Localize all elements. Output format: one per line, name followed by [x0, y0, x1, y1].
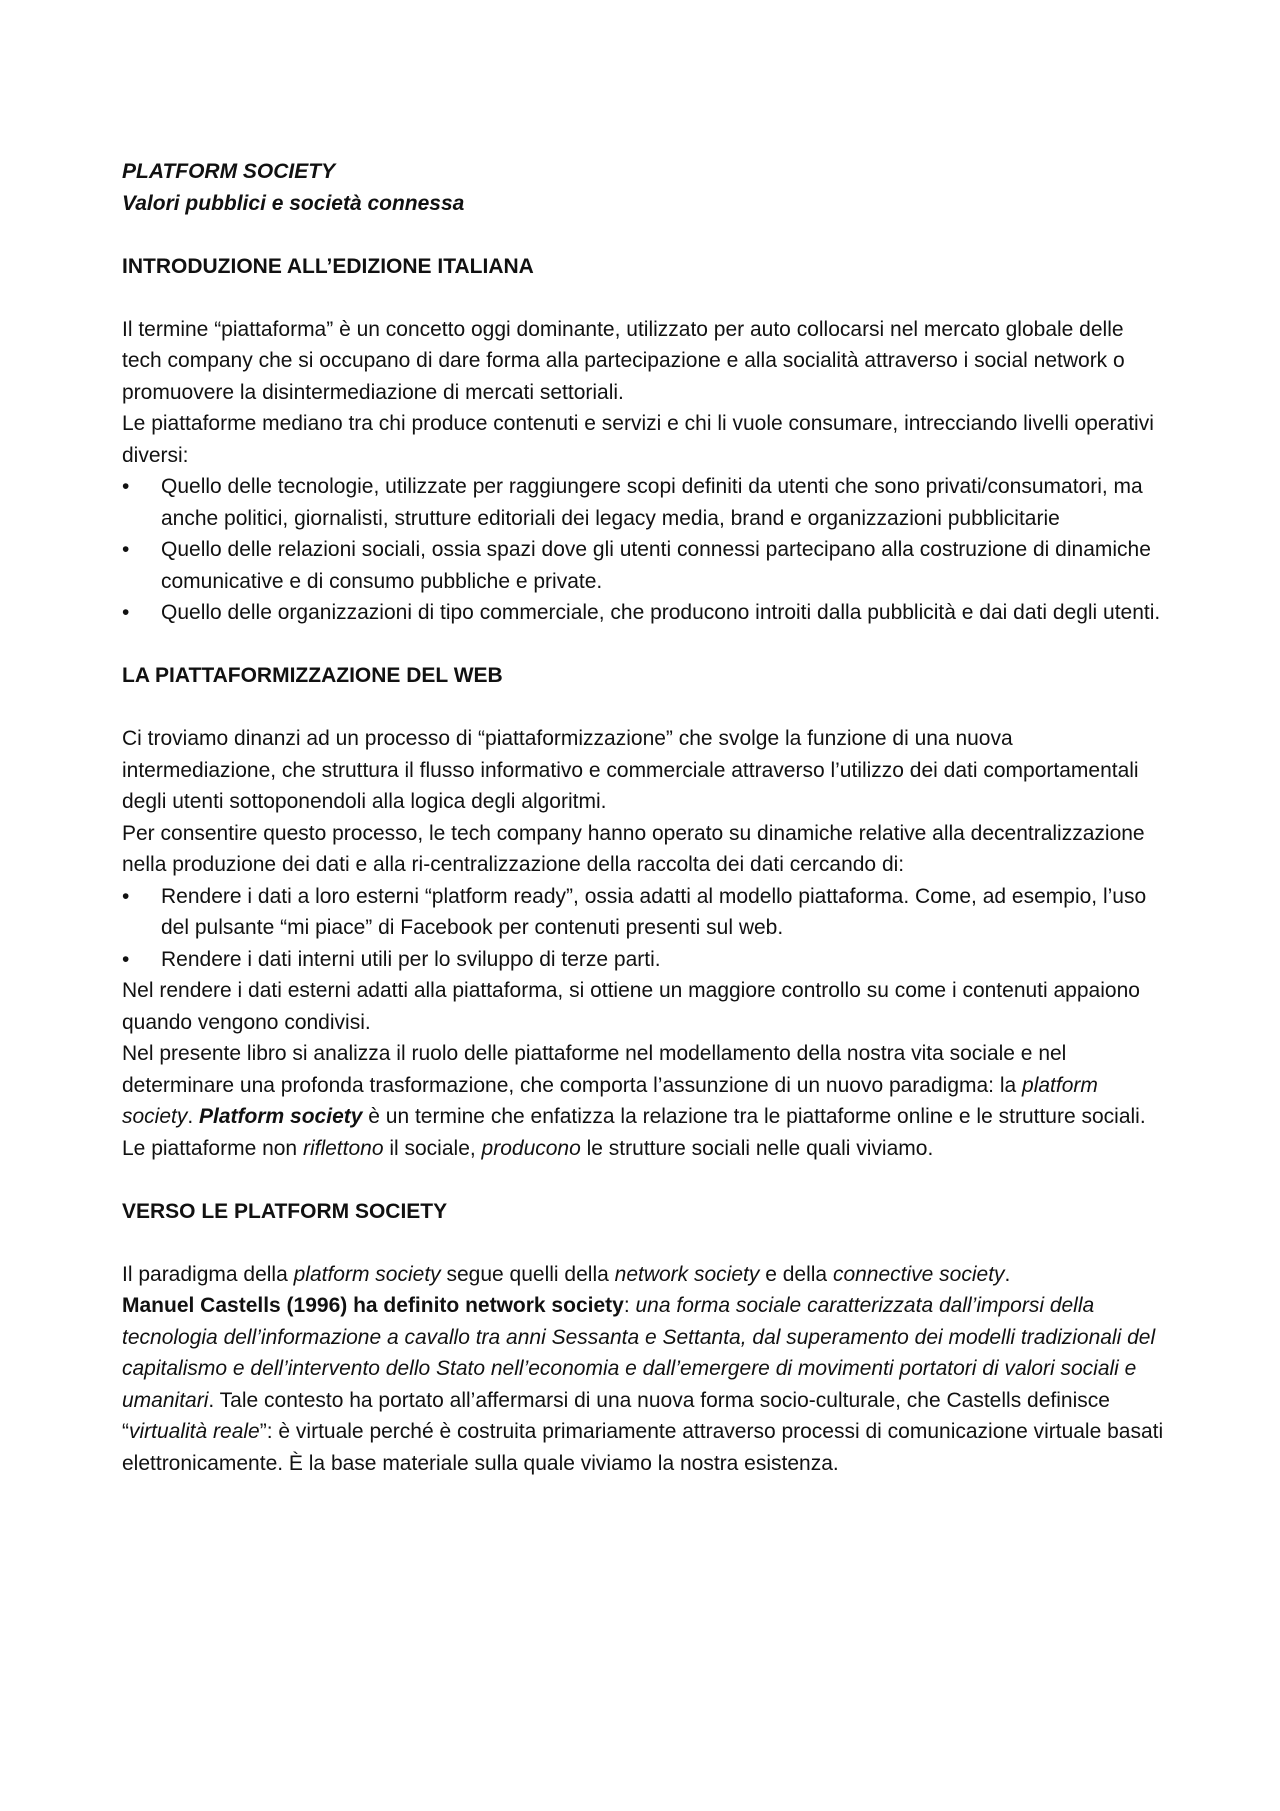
document-title: PLATFORM SOCIETY — [122, 160, 336, 183]
section-heading-introduzione: INTRODUZIONE ALL’EDIZIONE ITALIANA — [122, 254, 534, 278]
paragraph: Nel rendere i dati esterni adatti alla piattaforma, si ottiene un maggiore controllo su come i contenuti appaiono quando vengono condivisi. — [122, 979, 1140, 1034]
list-item: • Quello delle organizzazioni di tipo commerciale, che producono introiti dalla pubblicità e dai dati degli utenti. — [122, 597, 1167, 629]
section-heading-piattaformizzazione: LA PIATTAFORMIZZAZIONE DEL WEB — [122, 664, 503, 687]
paragraph: Ci troviamo dinanzi ad un processo di “piattaformizzazione” che svolge la funzione di una nuova intermediazione, che struttura il flusso informativo e commerciale attraverso l’utilizzo dei dati comportamentali degli utenti sottoponendoli alla logica degli algoritmi. — [122, 727, 1139, 813]
document-subtitle: Valori pubblici e società connessa — [122, 191, 465, 215]
bullet-list — [122, 881, 1167, 976]
list-item: • Quello delle relazioni sociali, ossia spazi dove gli utenti connessi partecipano alla costruzione di dinamiche comunicative e di consumo pubbliche e private. — [122, 534, 1167, 597]
list-item: • Rendere i dati interni utili per lo sviluppo di terze parti. — [122, 944, 1167, 976]
bullet-icon: • — [122, 601, 130, 624]
paragraph: Manuel Castells (1996) ha definito network society: una forma sociale caratterizzata dall’imporsi della tecnologia dell’informazione a cavallo tra anni Sessanta e Settanta, dal superamento dei modelli tradizionali del capitalismo e dell’intervento dello Stato nell’economia e dall’emergere di movimenti portatori di valori sociali e umanitari. Tale contesto ha portato all’affermarsi di una nuova forma socio-culturale, che Castells definisce “virtualità reale”: è virtuale perché è costruita primariamente attraverso processi di comunicazione virtuale basati elettronicamente. È la base materiale sulla quale viviamo la nostra esistenza. — [122, 1294, 1164, 1475]
list-item: • Rendere i dati a loro esterni “platform ready”, ossia adatti al modello piattaforma. Come, ad esempio, l’uso del pulsante “mi piace” di Facebook per contenuti presenti sul web. — [122, 881, 1167, 944]
paragraph: Nel presente libro si analizza il ruolo delle piattaforme nel modellamento della nostra vita sociale e nel determinare una profonda trasformazione, che comporta l’assunzione di un nuovo paradigma: la platform society. Platform society è un termine che enfatizza la relazione tra le piattaforme online e le strutture sociali. Le piattaforme non riflettono il sociale, producono le strutture sociali nelle quali viviamo. — [122, 1042, 1146, 1160]
bullet-icon: • — [122, 475, 130, 498]
paragraph: Il termine “piattaforma” è un concetto oggi dominante, utilizzato per auto collocarsi nel mercato globale delle tech company che si occupano di dare forma alla partecipazione e alla socialità attraverso i social network o promuovere la disintermediazione di mercati settoriali. — [122, 317, 1125, 404]
paragraph: Il paradigma della platform society segue quelli della network society e della connective society. — [122, 1262, 1011, 1286]
bullet-list — [122, 471, 1167, 629]
document-page — [122, 156, 1167, 1479]
paragraph: Per consentire questo processo, le tech company hanno operato su dinamiche relative alla decentralizzazione nella produzione dei dati e alla ri-centralizzazione della raccolta dei dati cercando di: — [122, 821, 1145, 876]
paragraph: Le piattaforme mediano tra chi produce contenuti e servizi e chi li vuole consumare, intrecciando livelli operativi diversi: — [122, 412, 1154, 467]
bullet-icon: • — [122, 884, 130, 908]
list-item: • Quello delle tecnologie, utilizzate per raggiungere scopi definiti da utenti che sono privati/consumatori, ma anche politici, giornalisti, strutture editoriali dei legacy media, brand e organizzazioni pubblicitarie — [122, 471, 1167, 534]
section-heading-verso: VERSO LE PLATFORM SOCIETY — [122, 1199, 448, 1223]
bullet-icon: • — [122, 538, 130, 561]
bullet-icon: • — [122, 947, 130, 971]
